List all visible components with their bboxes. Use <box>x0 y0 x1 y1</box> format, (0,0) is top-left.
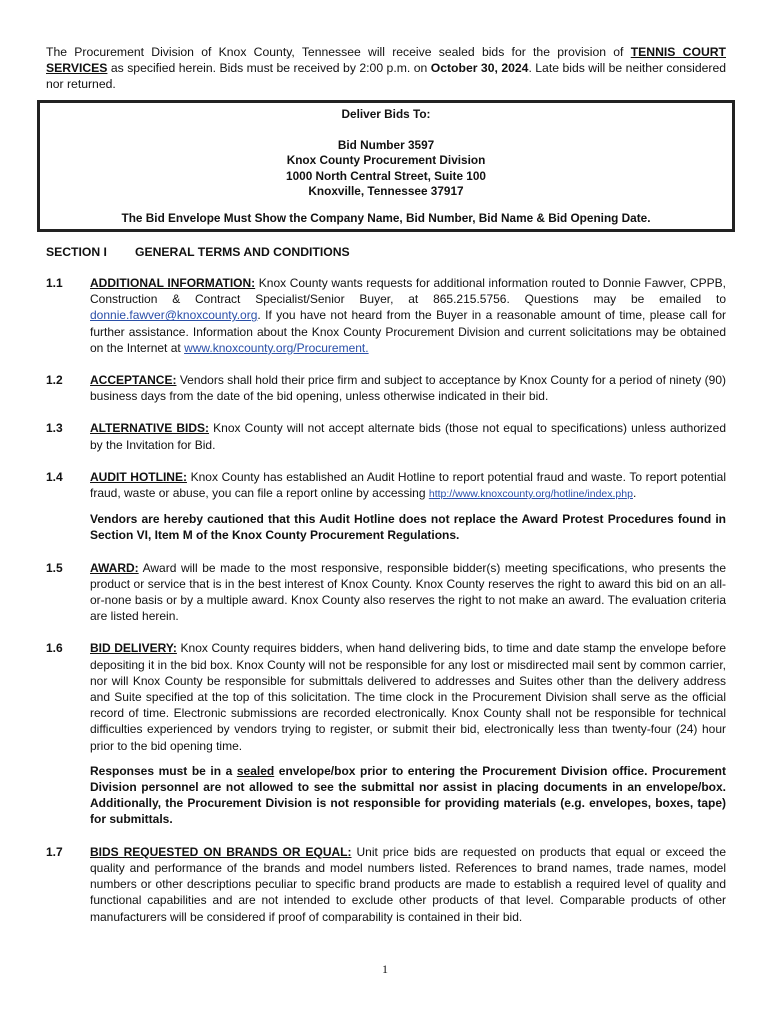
section-title: GENERAL TERMS AND CONDITIONS <box>135 245 350 259</box>
item-text: Award will be made to the most responsive, responsible bidder(s) meeting specifications, who presents the product or service that is in the best interest of Knox County. Knox County reserves the right to award this bid on an all-or-none basis or by a multiple award. Knox County also reserves the right to not make an award. The evaluation criteria are listed herein. <box>90 560 726 624</box>
item-1-6 <box>46 640 726 827</box>
email-link[interactable]: donnie.fawver@knoxcounty.org <box>90 308 258 323</box>
item-heading: ACCEPTANCE: <box>90 373 177 388</box>
item-number: 1.5 <box>46 560 63 575</box>
item-1-3 <box>46 420 726 452</box>
item-1-7 <box>46 844 726 925</box>
intro-paragraph <box>46 44 726 92</box>
procurement-link[interactable]: www.knoxcounty.org/Procurement. <box>184 340 369 355</box>
item-1-5 <box>46 560 726 625</box>
item-heading: AWARD: <box>90 560 139 575</box>
deliver-heading: Deliver Bids To: <box>341 107 431 121</box>
item-number: 1.2 <box>46 373 63 388</box>
item-text: . If you have not heard from the Buyer in a reasonable amount of time, please call for further assistance. Information about the Knox County Procurement Division and current solicitations may be obtained on the Internet at <box>90 308 726 355</box>
hotline-caution: Vendors are hereby cautioned that this Audit Hotline does not replace the Award Protest Procedures found in Section VI, Item M of the Knox County Procurement Regulations. <box>90 512 726 543</box>
item-text: . <box>632 486 637 501</box>
item-number: 1.6 <box>46 641 63 656</box>
section-heading <box>46 245 726 259</box>
item-heading: ALTERNATIVE BIDS: <box>90 421 210 436</box>
item-text: Knox County wants requests for additional information routed to Donnie Fawver, CPPB, Construction & Contract Specialist/Senior Buyer, at 865.215.5756. Questions may be emailed to <box>90 276 727 307</box>
item-number: 1.1 <box>46 276 63 290</box>
hotline-link[interactable]: http://www.knoxcounty.org/hotline/index.php <box>428 488 633 501</box>
division-name: Knox County Procurement Division <box>286 153 486 167</box>
item-number: 1.4 <box>46 469 63 484</box>
item-text: Unit price bids are requested on products that equal or exceed the quality and performance of the brands and model numbers listed. References to brand names, trade names, model numbers or other descriptions peculiar to specific brand products are made to establish a required level of quality and functional capabilities and are not intended to exclude other products of that level. Comparable products of other manufacturers will be considered if proof of comparability is contained in their bid. <box>90 844 726 924</box>
item-heading: BIDS REQUESTED ON BRANDS OR EQUAL: <box>90 844 352 859</box>
intro-text-3: . Late bids will be neither considered nor returned. <box>46 61 727 91</box>
item-text: Vendors shall hold their price firm and subject to acceptance by Knox County for a period of ninety (90) business days from the date of the bid opening, unless otherwise indicated in their bid. <box>90 373 726 404</box>
item-number: 1.3 <box>46 421 63 436</box>
service-name: TENNIS COURT SERVICES <box>46 45 726 75</box>
item-text: Knox County will not accept alternate bids (those not equal to specifications) unless authorized by the Invitation for Bid. <box>90 421 727 452</box>
envelope-note: The Bid Envelope Must Show the Company Name, Bid Number, Bid Name & Bid Opening Date. <box>121 210 651 225</box>
note-text: envelope/box prior to entering the Procurement Division office. Procurement Division personnel are not allowed to see the submittal nor assist in placing documents in an envelope/box. Additionally, the Procurement Division is not responsible for providing materials (e.g. envelopes, boxes, tape) for submittals. <box>90 763 726 827</box>
sealed-envelope-note <box>90 763 726 828</box>
sealed-word: sealed <box>236 763 275 778</box>
intro-text-1: The Procurement Division of Knox County, Tennessee will receive sealed bids for the provision of <box>46 45 631 59</box>
item-text: Knox County requires bidders, when hand delivering bids, to time and date stamp the envelope before depositing it in the bid box. Knox County will not be responsible for any lost or misdirected mail sent by common carrier, nor will Knox County be responsible for submittals delivered to addresses and Suites other than the delivery address and Suite specified at the top of this solicitation. The time clock in the Procurement Division shall serve as the official record of time. Electronic submissions are recorded electronically. Knox County shall not be responsible for technical difficulties experienced by vendors trying to register, or submit their bid, electronically less than twenty-four (24) hour prior to the bid opening time. <box>90 641 727 753</box>
item-heading: AUDIT HOTLINE: <box>90 469 187 484</box>
deliver-bids-box <box>37 100 735 232</box>
item-1-1 <box>46 275 726 356</box>
bid-deadline: October 30, 2024 <box>430 61 529 75</box>
item-number: 1.7 <box>46 844 63 859</box>
note-text: Responses must be in a <box>90 763 237 778</box>
bid-number: Bid Number 3597 <box>337 137 435 152</box>
item-heading: BID DELIVERY: <box>90 641 177 656</box>
city-address: Knoxville, Tennessee 37917 <box>308 184 464 198</box>
item-text: Knox County has established an Audit Hotline to report potential fraud and waste. To report potential fraud, waste or abuse, you can file a report online by accessing <box>90 469 726 501</box>
street-address: 1000 North Central Street, Suite 100 <box>286 168 486 183</box>
item-1-4 <box>46 469 726 544</box>
section-number: SECTION I <box>46 245 107 259</box>
item-heading: ADDITIONAL INFORMATION: <box>90 276 256 290</box>
item-1-2 <box>46 372 726 404</box>
intro-text-2: as specified herein. Bids must be received by 2:00 p.m. on <box>107 61 431 75</box>
document-page <box>46 44 726 925</box>
page-number: 1 <box>382 962 388 976</box>
